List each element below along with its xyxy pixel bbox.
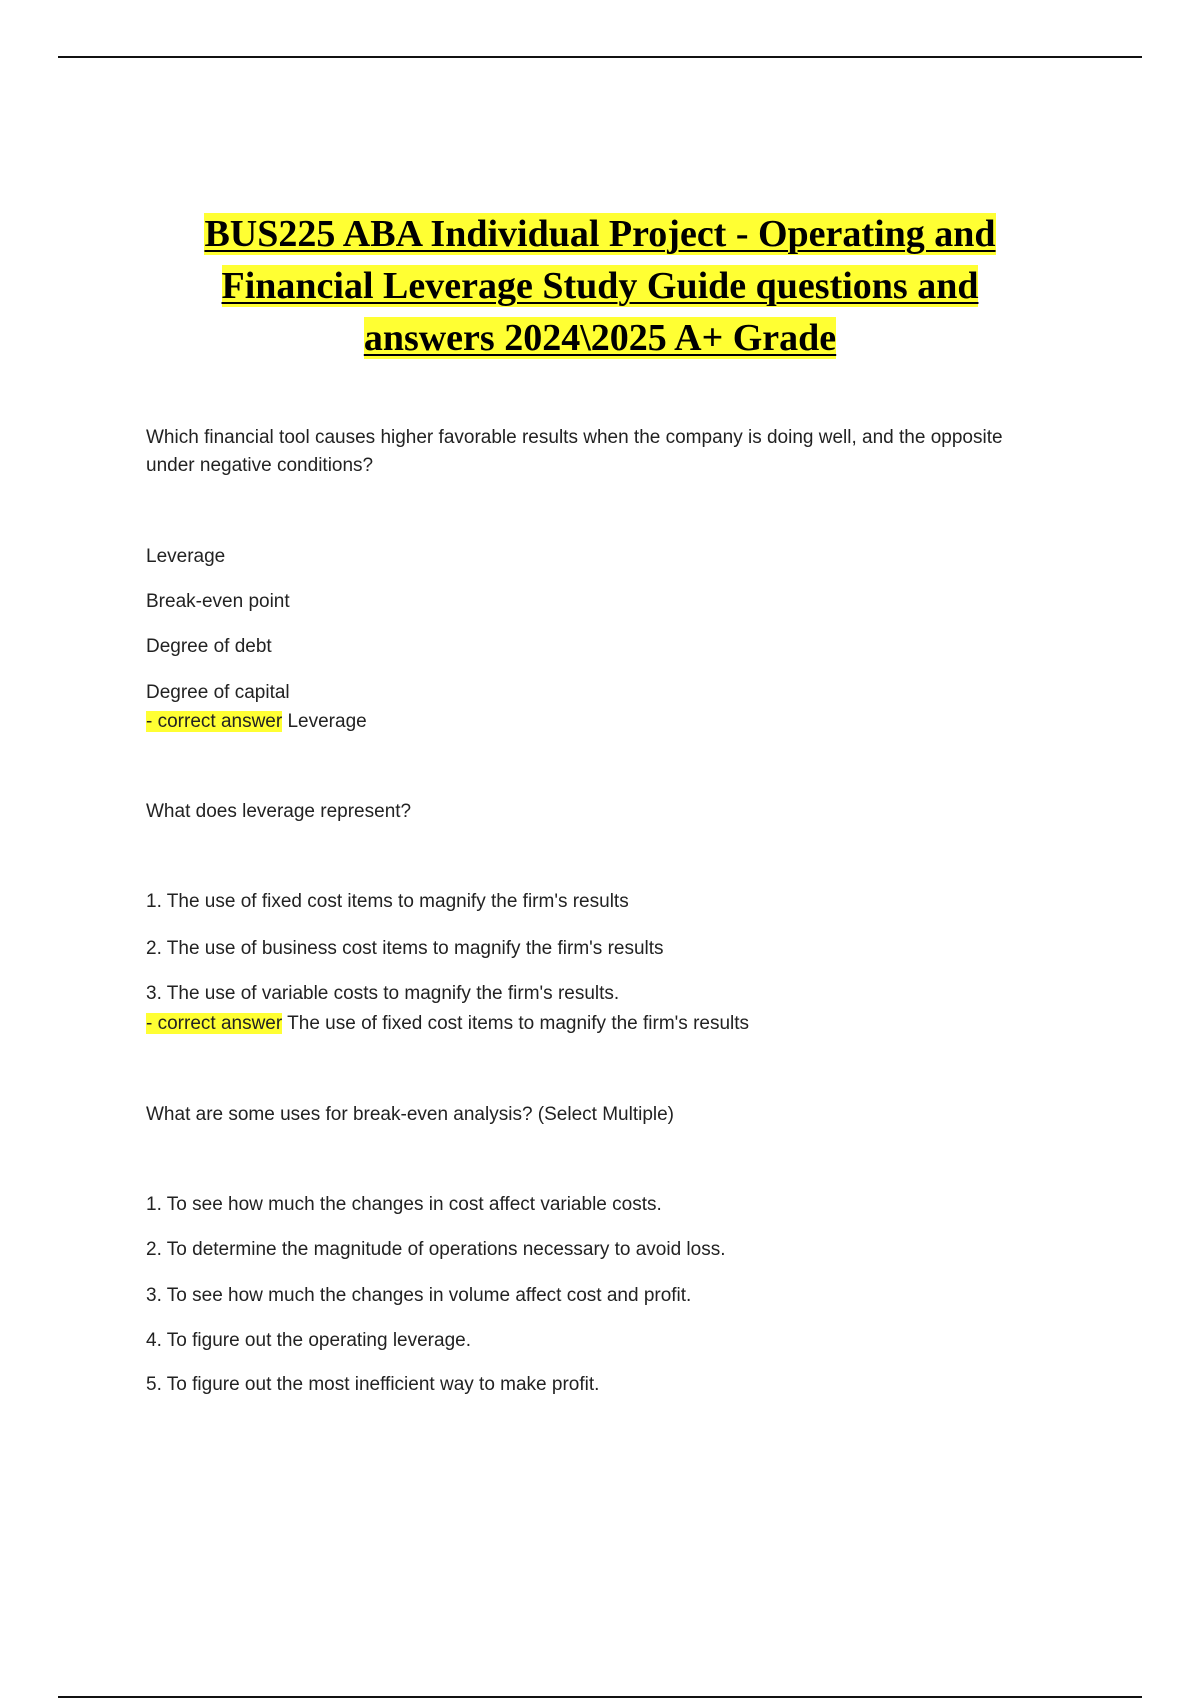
question-1-option: Degree of debt [146,636,272,657]
correct-answer-tag: - correct answer [146,1013,283,1034]
answer-text: Leverage [287,711,367,732]
top-rule [58,56,1142,58]
question-3-option: 4. To figure out the operating leverage. [146,1330,471,1351]
question-2-option: 1. The use of fixed cost items to magnify the firm's results [146,891,629,912]
document-title [0,208,1200,364]
question-1-option: Degree of capital [146,682,290,703]
question-1-option: Leverage [146,546,226,567]
question-line: Which financial tool causes higher favorable results when the company is doing well, and the opposite [146,427,1003,448]
question-2-answer [146,1010,1096,1038]
bottom-rule [58,1696,1142,1698]
question-3-option: 5. To figure out the most inefficient way to make profit. [146,1374,600,1395]
title-line: answers 2024\2025 A+ Grade [363,317,837,359]
question-2-option: 2. The use of business cost items to magnify the firm's results [146,938,664,959]
correct-answer-tag: - correct answer [146,711,283,732]
question-2-text: What does leverage represent? [146,801,412,822]
question-3-option: 3. To see how much the changes in volume affect cost and profit. [146,1285,692,1306]
answer-text: The use of fixed cost items to magnify the firm's results [287,1013,750,1034]
question-1-text [146,424,1096,480]
question-3-option: 1. To see how much the changes in cost affect variable costs. [146,1194,662,1215]
question-2-option: 3. The use of variable costs to magnify the firm's results. [146,983,620,1004]
question-line: under negative conditions? [146,455,374,476]
title-line: Financial Leverage Study Guide questions and [221,265,979,307]
question-3-text: What are some uses for break-even analysis? (Select Multiple) [146,1104,675,1125]
question-1-answer [146,708,1096,736]
question-3-option: 2. To determine the magnitude of operations necessary to avoid loss. [146,1239,726,1260]
question-1-option: Break-even point [146,591,290,612]
title-line: BUS225 ABA Individual Project - Operating and [204,213,996,255]
